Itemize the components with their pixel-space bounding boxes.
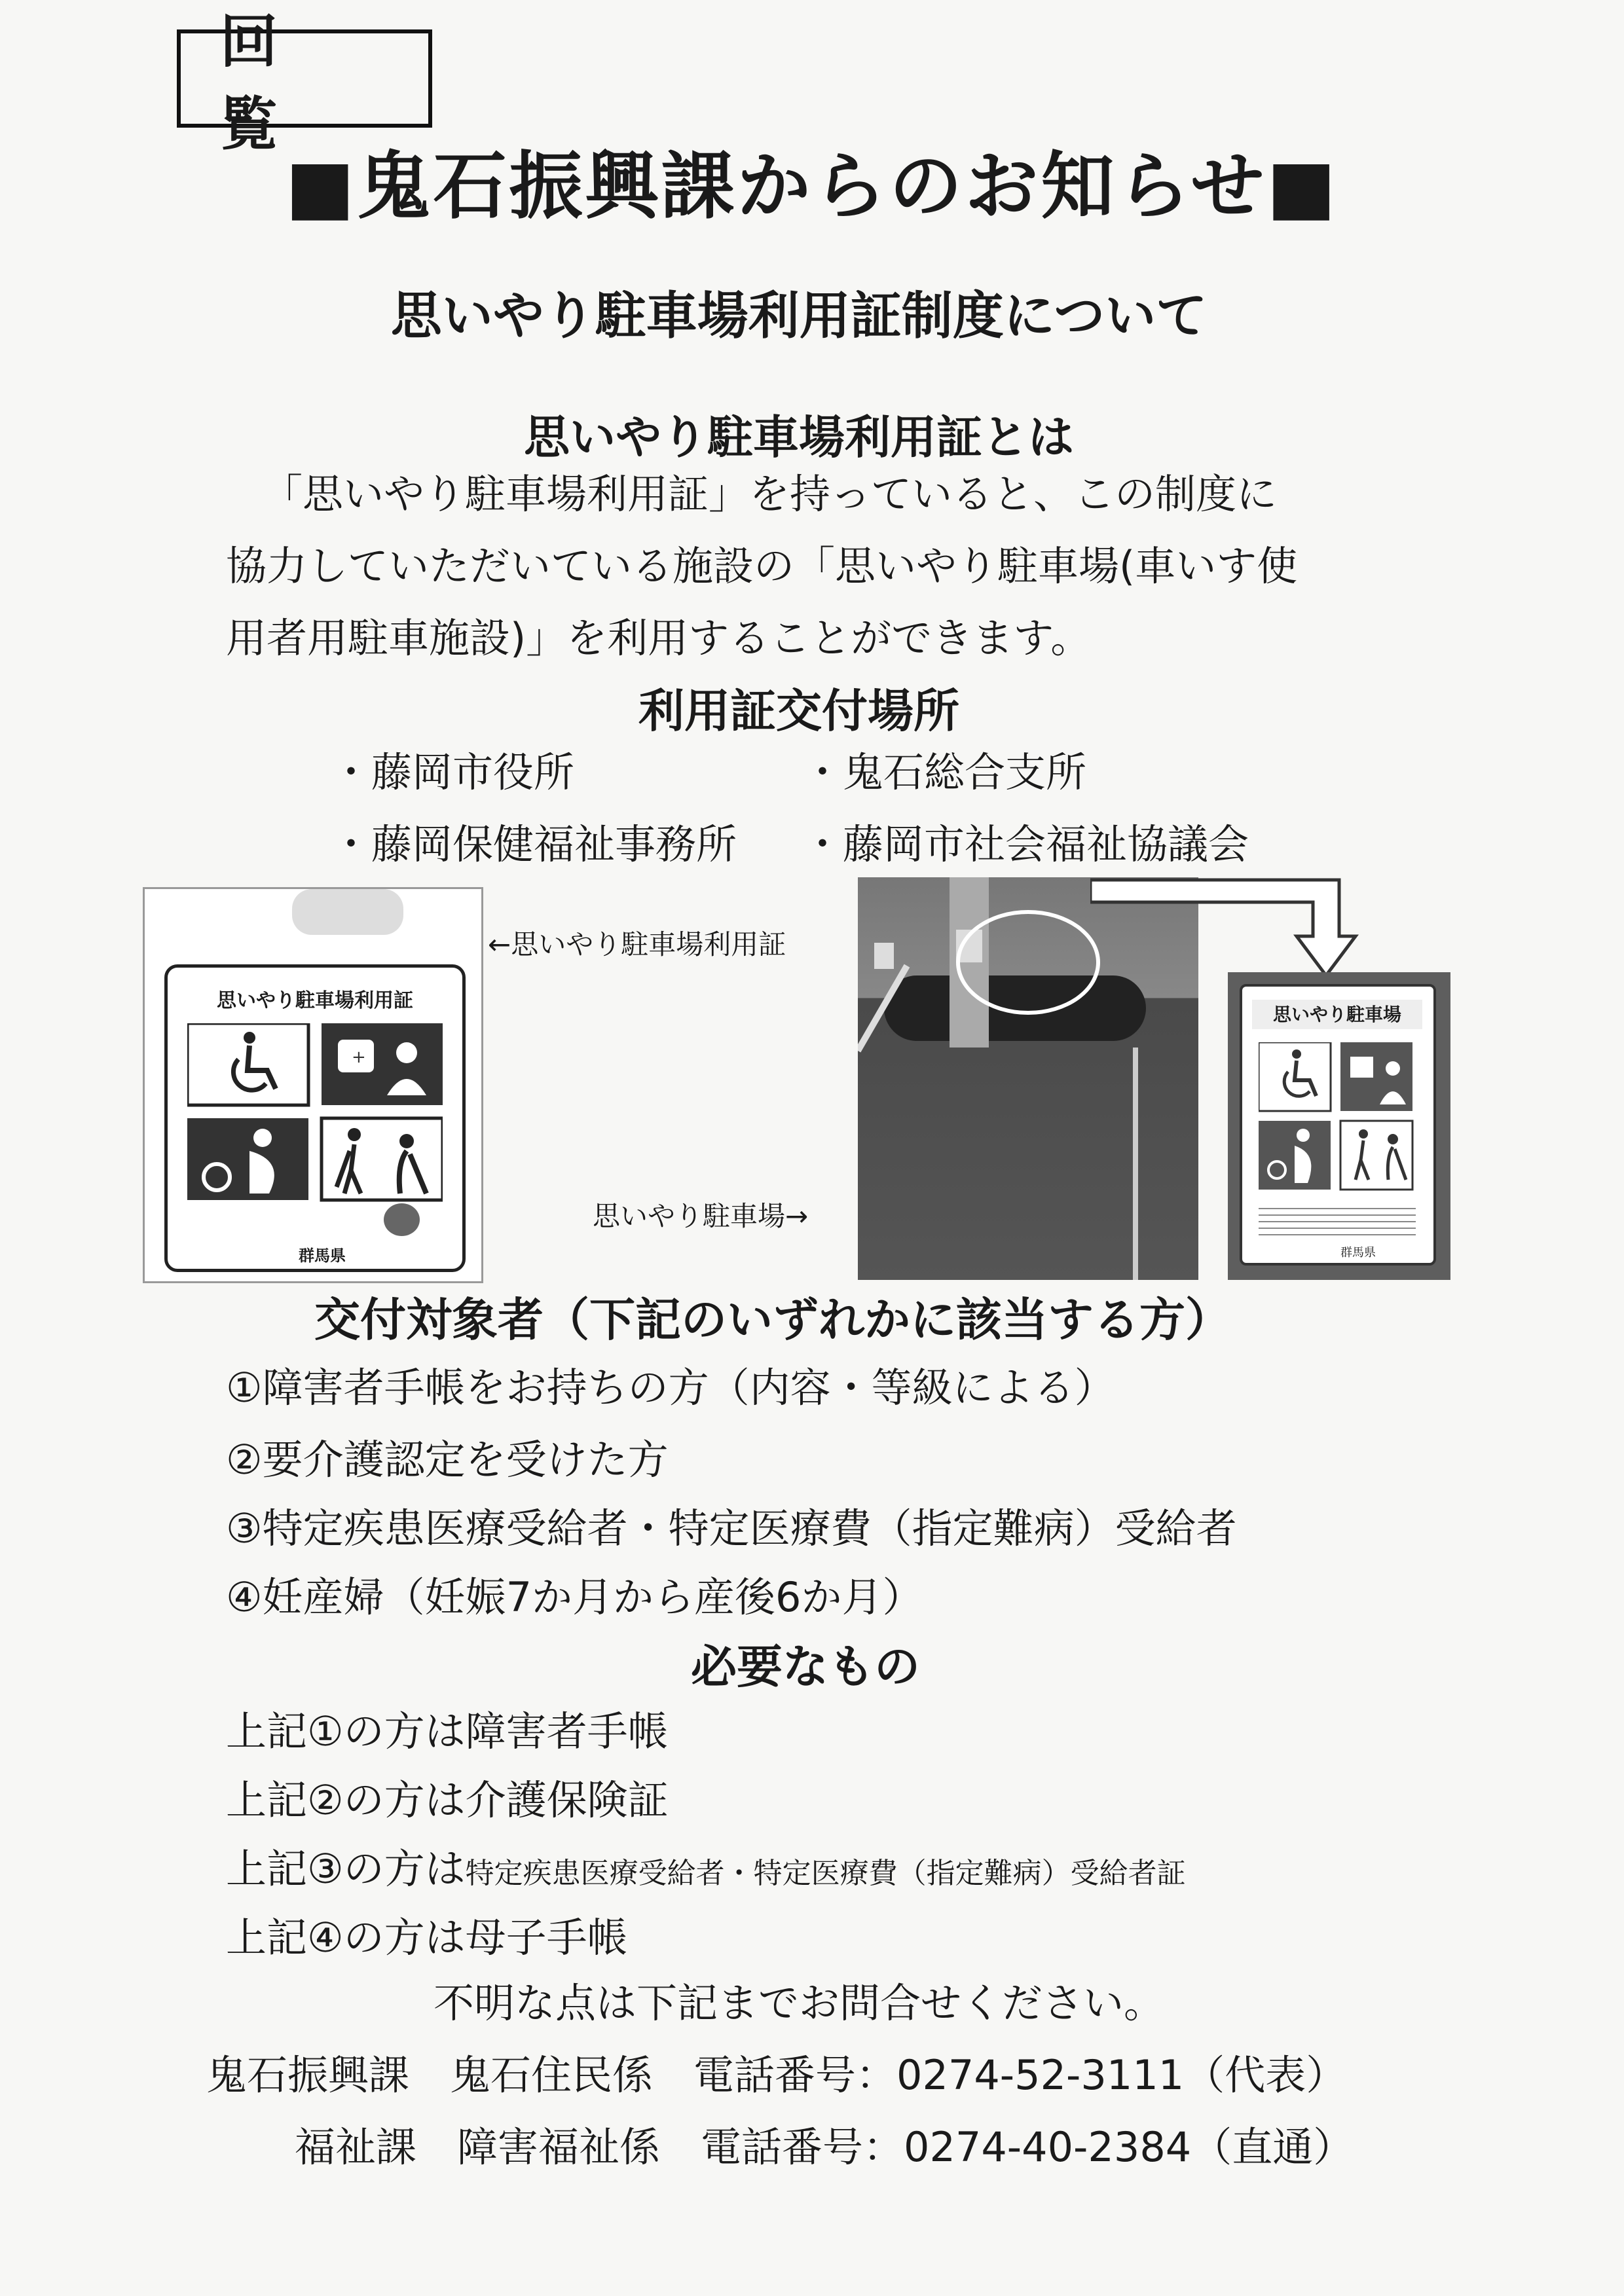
- about-heading: 思いやり駐車場利用証とは: [524, 410, 1074, 464]
- sign-title: 思いやり駐車場: [1252, 1000, 1422, 1029]
- requirement-prefix: 上記③の方は: [226, 1845, 466, 1893]
- arrow-down-icon: [1090, 877, 1365, 982]
- locations-heading: 利用証交付場所: [638, 684, 959, 738]
- wheelchair-icon: [187, 1023, 308, 1105]
- about-line: 用者用駐車施設)」を利用することができます。: [226, 614, 1092, 662]
- mascot-icon: [384, 1203, 420, 1236]
- permit-card-issuer: 群馬県: [299, 1247, 346, 1265]
- requirement-document: 特定疾患医療受給者・特定医療費（指定難病）受給者証: [465, 1857, 1186, 1890]
- permit-hanger: [292, 889, 403, 935]
- internal-disability-icon: [322, 1023, 443, 1105]
- requirements-heading: 必要なもの: [691, 1640, 920, 1694]
- requirement-prefix: 上記①の方は: [226, 1707, 466, 1755]
- contact-line: 福祉課 障害福祉係 電話番号：0274-40-2384（直通）: [295, 2123, 1354, 2171]
- location-item: ・藤岡市社会福祉協議会: [802, 820, 1249, 868]
- location-item: ・藤岡保健福祉事務所: [331, 820, 737, 868]
- requirement-document: 母子手帳: [465, 1914, 628, 1961]
- about-line: 協力していただいている施設の「思いやり駐車場(車いす使: [226, 542, 1298, 590]
- circulation-label: 回 覧: [177, 29, 432, 128]
- parking-line: [1133, 1048, 1138, 1280]
- permit-symbols: [187, 1023, 443, 1213]
- requirement-document: 障害者手帳: [465, 1707, 669, 1755]
- requirement-item: [226, 1699, 669, 1757]
- requirement-item: [226, 1836, 1186, 1895]
- requirement-item: [226, 1768, 669, 1826]
- svg-text:+: +: [352, 1048, 366, 1067]
- sign-symbols: [1259, 1042, 1416, 1193]
- permit-card-photo: [143, 887, 483, 1283]
- visually-impaired-and-elderly-icon: [1340, 1121, 1412, 1190]
- sign-issuer: 群馬県: [1340, 1246, 1376, 1260]
- eligibility-heading: 交付対象者（下記のいずれかに該当する方）: [314, 1293, 1231, 1347]
- location-item: ・藤岡市役所: [331, 748, 575, 796]
- contact-line: 鬼石振興課 鬼石住民係 電話番号：0274-52-3111（代表）: [206, 2051, 1347, 2099]
- pregnant-woman-icon: [1259, 1121, 1331, 1190]
- eligibility-item: ④妊産婦（妊娠7か月から産後6か月）: [226, 1573, 923, 1621]
- sign-fine-print: [1259, 1203, 1416, 1235]
- eligibility-item: ②要介護認定を受けた方: [226, 1436, 669, 1484]
- permit-card-title: 思いやり駐車場利用証: [217, 989, 413, 1012]
- page-title: ■鬼石振興課からのお知らせ■: [285, 144, 1339, 229]
- permit-card: [164, 964, 466, 1272]
- about-line: 「思いやり駐車場利用証」を持っていると、この制度に: [262, 470, 1278, 518]
- requirement-prefix: 上記④の方は: [226, 1914, 466, 1961]
- wheelchair-icon: [1259, 1042, 1331, 1111]
- parking-sign-small: [874, 943, 894, 969]
- parking-sign: [1240, 984, 1436, 1266]
- requirement-item: [226, 1905, 628, 1963]
- pregnant-woman-icon: [187, 1118, 308, 1200]
- highlight-circle: [956, 910, 1100, 1015]
- contact-intro: 不明な点は下記までお問合せください。: [433, 1979, 1164, 2027]
- requirement-document: 介護保険証: [465, 1776, 669, 1824]
- page-subtitle: 思いやり駐車場利用証制度について: [390, 287, 1208, 346]
- location-item: ・鬼石総合支所: [802, 748, 1087, 796]
- parking-sign-photo: [1228, 972, 1450, 1280]
- visually-impaired-and-elderly-icon: [322, 1118, 443, 1200]
- internal-disability-icon: [1340, 1042, 1412, 1111]
- eligibility-item: ③特定疾患医療受給者・特定医療費（指定難病）受給者: [226, 1504, 1237, 1552]
- parking-caption: 思いやり駐車場→: [593, 1200, 809, 1232]
- permit-caption: ←思いやり駐車場利用証: [488, 928, 786, 960]
- requirement-prefix: 上記②の方は: [226, 1776, 466, 1824]
- eligibility-item: ①障害者手帳をお持ちの方（内容・等級による）: [226, 1364, 1115, 1412]
- about-body: [226, 458, 1470, 674]
